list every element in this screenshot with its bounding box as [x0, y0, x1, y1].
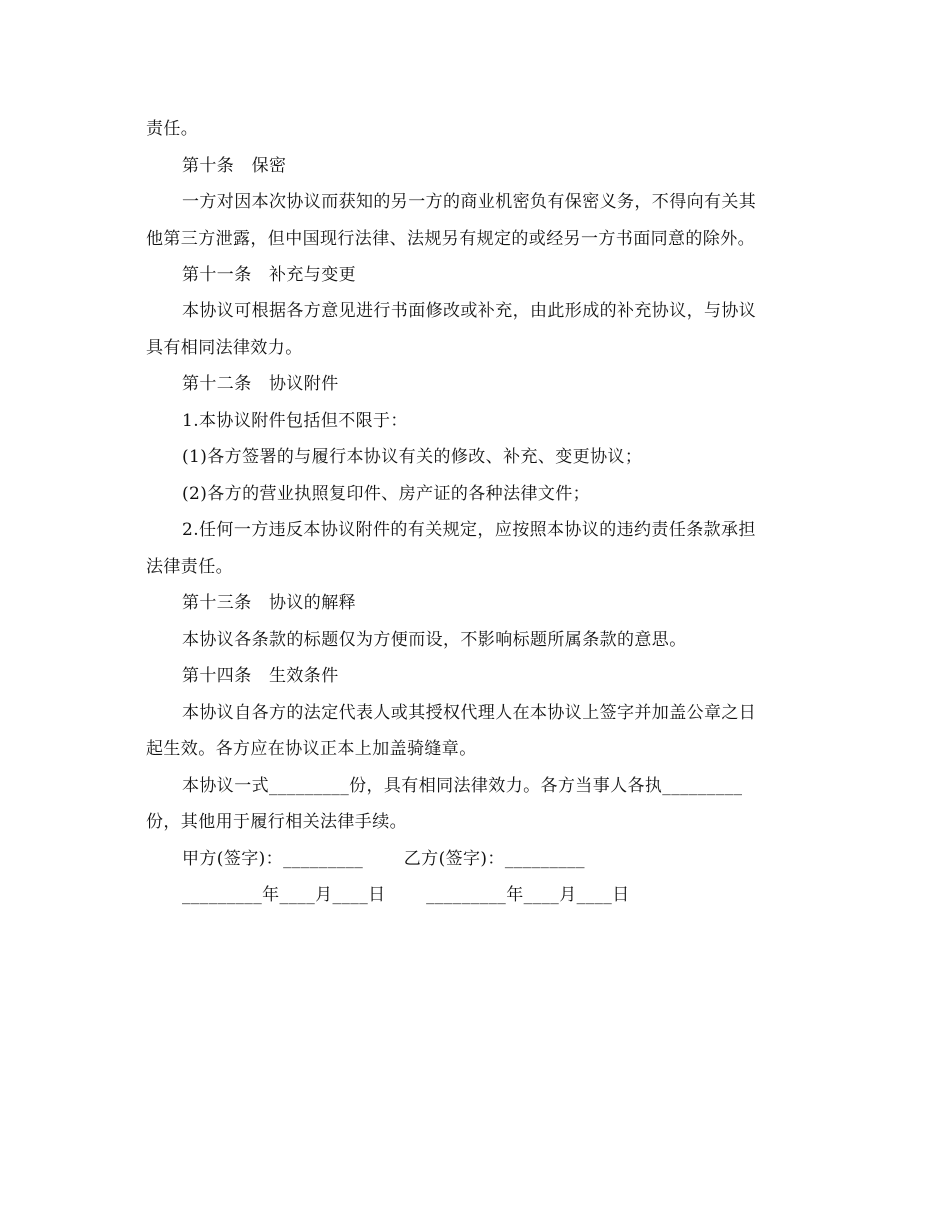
article-heading: 第十条 保密	[182, 156, 287, 176]
date-line: _________年____月____日 _________年____月____日	[182, 885, 630, 905]
text-line: 2.任何一方违反本协议附件的有关规定，应按照本协议的违约责任条款承担	[182, 520, 756, 540]
text-line: 本协议可根据各方意见进行书面修改或补充，由此形成的补充协议，与协议	[182, 301, 757, 321]
text-line: 本协议各条款的标题仅为方便而设，不影响标题所属条款的意思。	[182, 630, 687, 650]
text-line: 本协议一式_________份，具有相同法律效力。各方当事人各执_________	[182, 776, 743, 796]
text-line: 法律责任。	[146, 557, 233, 577]
text-line: 他第三方泄露，但中国现行法律、法规另有规定的或经另一方书面同意的除外。	[146, 229, 755, 249]
article-heading: 第十一条 补充与变更	[182, 265, 356, 285]
text-line: 具有相同法律效力。	[146, 338, 303, 358]
text-line: 责任。	[146, 119, 199, 139]
text-line: (2)各方的营业执照复印件、房产证的各种法律文件；	[182, 484, 591, 504]
text-line: (1)各方签署的与履行本协议有关的修改、补充、变更协议；	[182, 447, 643, 467]
article-heading: 第十四条 生效条件	[182, 666, 339, 686]
text-line: 本协议自各方的法定代表人或其授权代理人在本协议上签字并加盖公章之日	[182, 703, 757, 723]
text-line: 份，其他用于履行相关法律手续。	[146, 812, 407, 832]
text-line: 一方对因本次协议而获知的另一方的商业机密负有保密义务，不得向有关其	[182, 192, 757, 212]
text-line: 起生效。各方应在协议正本上加盖骑缝章。	[146, 739, 477, 759]
text-line: 1.本协议附件包括但不限于：	[182, 411, 408, 431]
signature-line: 甲方(签字)：_________ 乙方(签字)：_________	[182, 849, 585, 869]
article-heading: 第十二条 协议附件	[182, 374, 339, 394]
article-heading: 第十三条 协议的解释	[182, 593, 356, 613]
